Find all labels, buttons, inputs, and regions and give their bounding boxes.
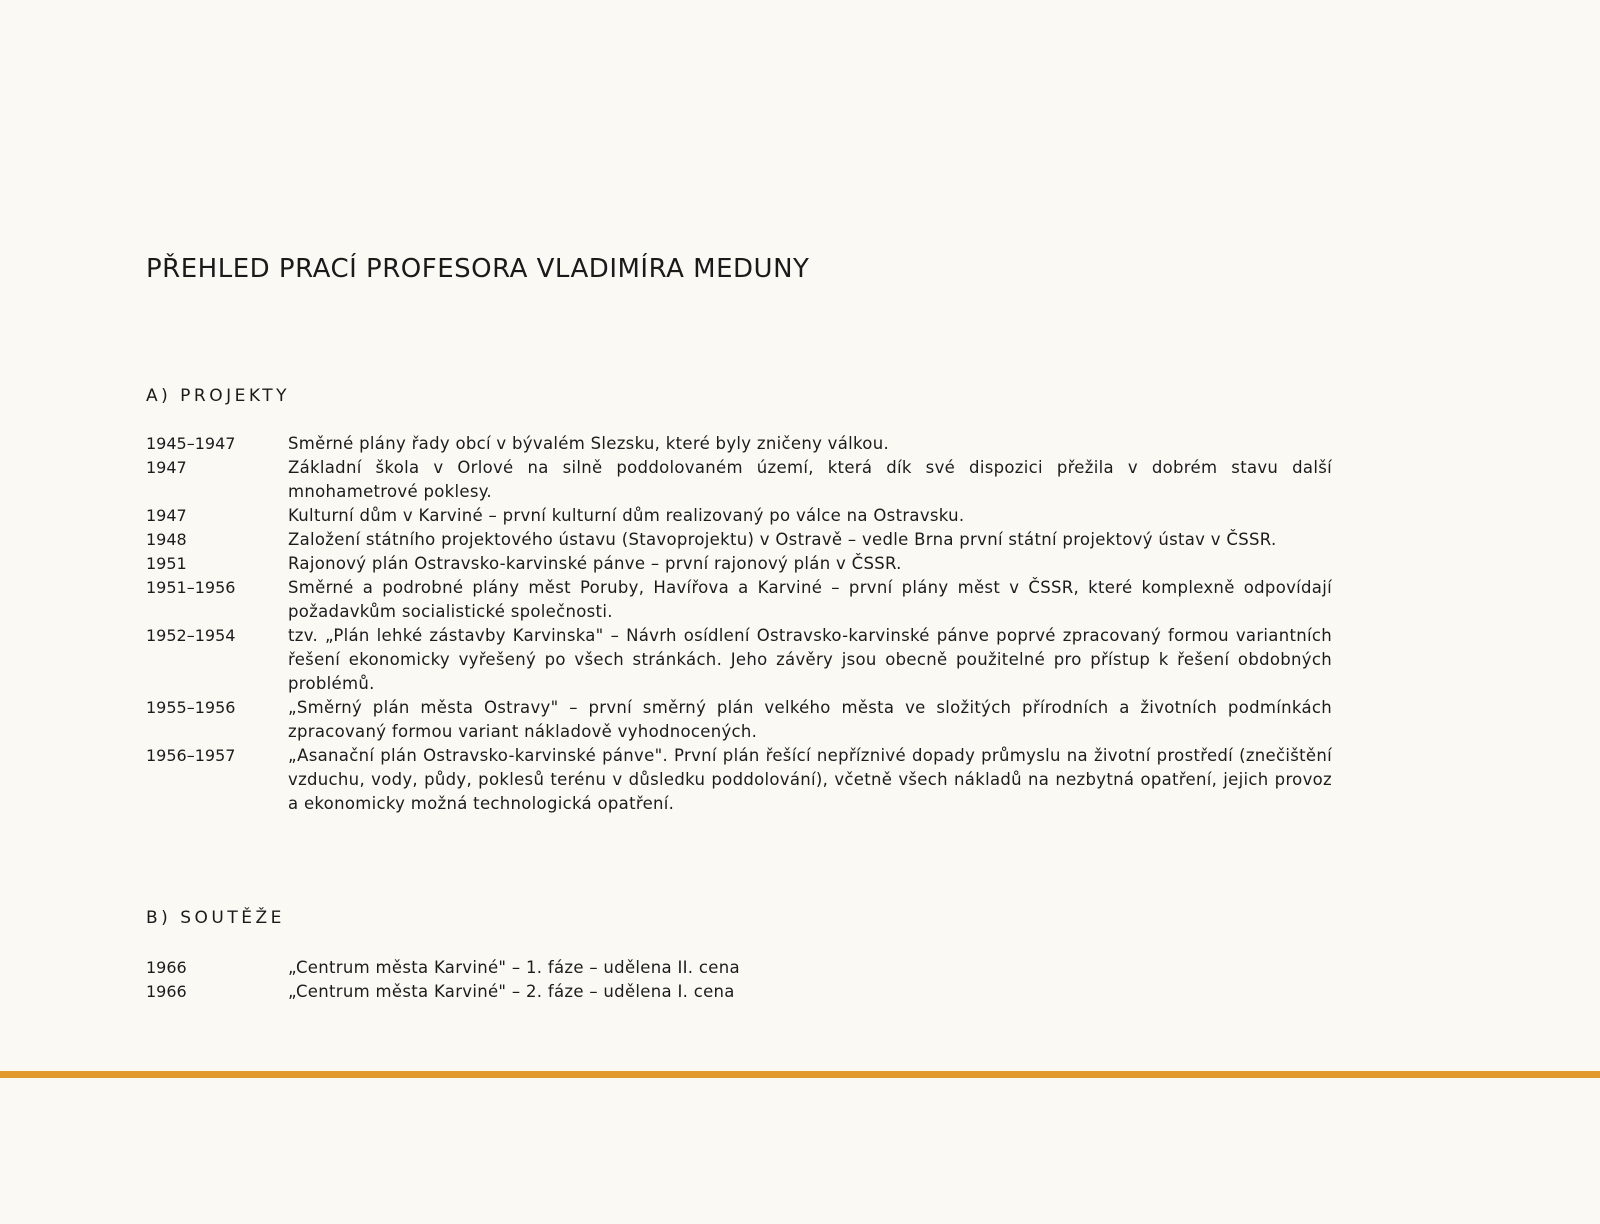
project-entry	[146, 744, 1332, 816]
project-years: 1948	[146, 530, 187, 549]
project-years: 1947	[146, 458, 187, 477]
projects-heading: A) PROJEKTY	[146, 386, 290, 406]
project-entry	[146, 528, 1332, 552]
project-description: tzv. „Plán lehké zástavby Karvinska" – Návrh osídlení Ostravsko-karvinské pánve poprvé zpracovaný formou variantních řešení ekonomicky vyřešený po všech stránkách. Jeho závěry jsou obecně použitelné pro přístup k řešení obdobných problémů.	[288, 626, 1332, 693]
competition-description: „Centrum města Karviné" – 1. fáze – udělena II. cena	[288, 958, 740, 977]
project-description: „Směrný plán města Ostravy" – první směrný plán velkého města ve složitých přírodních a životních podmínkách zpracovaný formou variant nákladově vyhodnocených.	[288, 698, 1332, 741]
project-description: „Asanační plán Ostravsko-karvinské pánve". První plán řešící nepříznivé dopady průmyslu na životní prostředí (znečištění vzduchu, vody, půdy, poklesů terénu v důsledku poddolování), včetně všech nákladů na nezbytná opatření, jejich provoz a ekonomicky možná technologická opatření.	[288, 746, 1332, 813]
project-description: Směrné plány řady obcí v bývalém Slezsku, které byly zničeny válkou.	[288, 434, 890, 453]
project-description: Kulturní dům v Karviné – první kulturní dům realizovaný po válce na Ostravsku.	[288, 506, 965, 525]
project-years: 1947	[146, 506, 187, 525]
orange-divider-rule	[0, 1071, 1600, 1078]
competition-year: 1966	[146, 958, 187, 977]
project-years: 1951–1956	[146, 578, 236, 597]
competitions-heading: B) SOUTĚŽE	[146, 908, 285, 928]
project-description: Rajonový plán Ostravsko-karvinské pánve – první rajonový plán v ČSSR.	[288, 554, 902, 573]
project-years: 1956–1957	[146, 746, 236, 765]
project-years: 1945–1947	[146, 434, 236, 453]
project-entry	[146, 432, 1332, 456]
project-entry	[146, 696, 1332, 744]
competition-entry	[146, 980, 1332, 1004]
project-entry	[146, 552, 1332, 576]
project-description: Založení státního projektového ústavu (Stavoprojektu) v Ostravě – vedle Brna první státní projektový ústav v ČSSR.	[288, 530, 1277, 549]
project-entry	[146, 504, 1332, 528]
project-entry	[146, 456, 1332, 504]
competition-year: 1966	[146, 982, 187, 1001]
project-entry	[146, 576, 1332, 624]
competition-entry	[146, 956, 1332, 980]
project-years: 1952–1954	[146, 626, 236, 645]
page-title: PŘEHLED PRACÍ PROFESORA VLADIMÍRA MEDUNY	[146, 254, 810, 284]
project-entry	[146, 624, 1332, 696]
project-description: Základní škola v Orlové na silně poddolovaném území, která dík své dispozici přežila v dobrém stavu další mnohametrové poklesy.	[288, 458, 1332, 501]
project-description: Směrné a podrobné plány měst Poruby, Havířova a Karviné – první plány měst v ČSSR, které komplexně odpovídají požadavkům socialistické společnosti.	[288, 578, 1332, 621]
projects-list	[146, 432, 1332, 816]
project-years: 1955–1956	[146, 698, 236, 717]
competition-description: „Centrum města Karviné" – 2. fáze – udělena I. cena	[288, 982, 735, 1001]
competitions-list	[146, 956, 1332, 1004]
project-years: 1951	[146, 554, 187, 573]
